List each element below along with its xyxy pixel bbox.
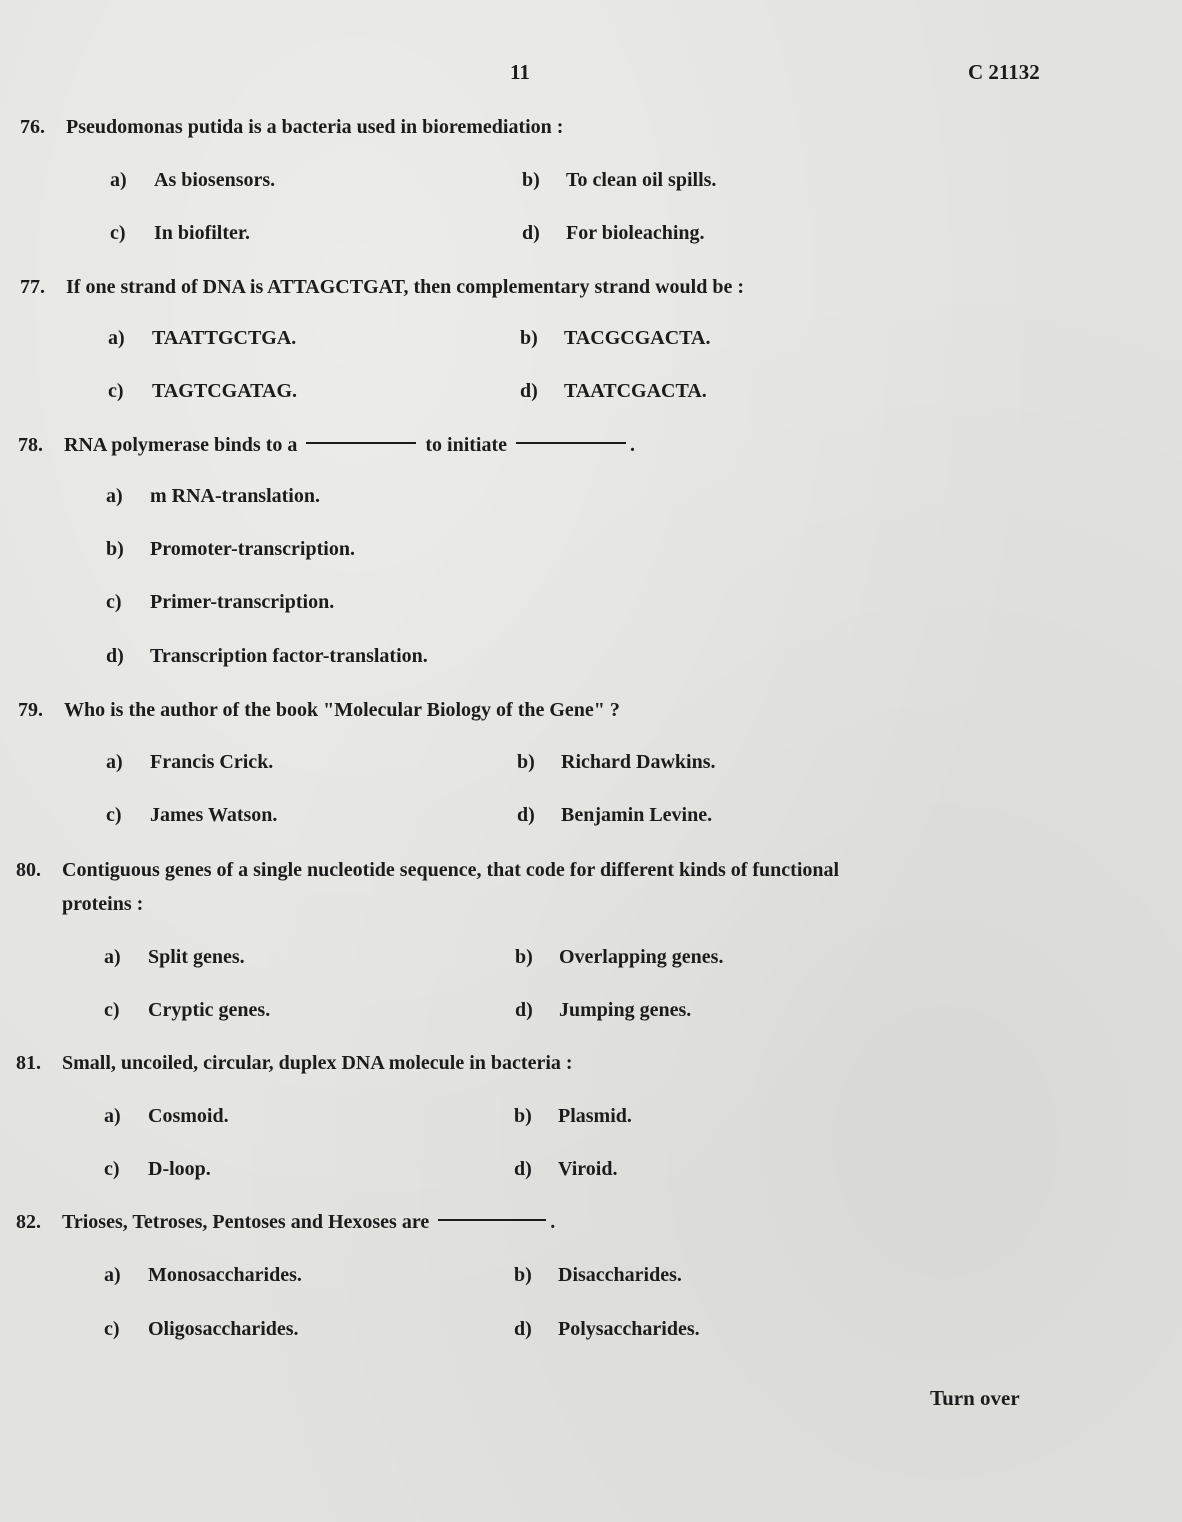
option-79-b [517, 748, 715, 776]
question-text-continued: proteins : [62, 893, 144, 915]
option-label: c) [106, 804, 122, 826]
option-label: d) [515, 999, 533, 1021]
fill-in-blank [516, 442, 626, 444]
option-text: As biosensors. [154, 169, 276, 191]
question-text: . [550, 1211, 556, 1233]
option-80-b [515, 943, 723, 971]
option-78-a [106, 482, 320, 510]
question-text: Who is the author of the book "Molecular Biology of the Gene" ? [64, 699, 620, 721]
option-text: Cosmoid. [148, 1105, 229, 1127]
option-text: Francis Crick. [150, 751, 274, 773]
option-76-a [110, 166, 275, 194]
option-77-b [520, 324, 710, 352]
option-text: In biofilter. [154, 222, 250, 244]
option-label: b) [515, 946, 533, 968]
fill-in-blank [438, 1219, 546, 1221]
option-text: Polysaccharides. [558, 1318, 700, 1340]
question-text: to initiate [425, 434, 508, 456]
option-text: Richard Dawkins. [561, 751, 716, 773]
option-label: a) [104, 946, 121, 968]
option-text: Primer-transcription. [150, 591, 335, 613]
option-label: c) [104, 1318, 120, 1340]
option-text: Split genes. [148, 946, 245, 968]
option-text: Promoter-transcription. [150, 538, 355, 560]
option-76-c [110, 219, 250, 247]
option-78-b [106, 535, 355, 563]
option-label: b) [514, 1105, 532, 1127]
option-text: Oligosaccharides. [148, 1318, 299, 1340]
option-text: TAATCGACTA. [564, 380, 707, 402]
question-text: Trioses, Tetroses, Pentoses and Hexoses are [62, 1211, 430, 1233]
option-82-b [514, 1261, 682, 1289]
question-number: 81. [16, 1052, 41, 1074]
option-text: To clean oil spills. [566, 169, 717, 191]
option-label: c) [110, 222, 126, 244]
option-text: Viroid. [558, 1158, 618, 1180]
question-77 [20, 270, 744, 304]
option-82-a [104, 1261, 302, 1289]
question-number: 79. [18, 699, 43, 721]
option-label: a) [110, 169, 127, 191]
option-label: a) [106, 485, 123, 507]
option-text: m RNA-translation. [150, 485, 320, 507]
option-label: b) [106, 538, 124, 560]
page-number: 11 [510, 60, 530, 84]
turn-over-note: Turn over [930, 1386, 1020, 1410]
question-number: 77. [20, 276, 45, 298]
option-label: d) [520, 380, 538, 402]
option-82-c [104, 1315, 299, 1343]
option-80-c [104, 996, 270, 1024]
option-76-b [522, 166, 716, 194]
option-text: Plasmid. [558, 1105, 632, 1127]
option-77-d [520, 377, 707, 405]
option-text: James Watson. [150, 804, 278, 826]
option-text: Monosaccharides. [148, 1264, 302, 1286]
question-text: Small, uncoiled, circular, duplex DNA molecule in bacteria : [62, 1052, 573, 1074]
option-label: d) [514, 1158, 532, 1180]
question-number: 82. [16, 1211, 41, 1233]
option-text: TAATTGCTGA. [152, 327, 297, 349]
question-text: RNA polymerase binds to a [64, 434, 298, 456]
option-label: d) [106, 645, 124, 667]
question-text: If one strand of DNA is ATTAGCTGAT, then complementary strand would be : [66, 276, 744, 298]
exam-code: C 21132 [968, 60, 1040, 84]
option-label: d) [514, 1318, 532, 1340]
option-label: d) [517, 804, 535, 826]
option-77-c [108, 377, 297, 405]
option-81-a [104, 1102, 229, 1130]
question-number: 78. [18, 434, 43, 456]
option-text: Jumping genes. [559, 999, 692, 1021]
question-text: Pseudomonas putida is a bacteria used in bioremediation : [66, 116, 564, 138]
option-text: Cryptic genes. [148, 999, 271, 1021]
option-80-a [104, 943, 245, 971]
option-label: d) [522, 222, 540, 244]
question-number: 80. [16, 859, 41, 881]
option-label: a) [104, 1264, 121, 1286]
question-82 [16, 1205, 555, 1239]
question-81 [16, 1046, 573, 1080]
option-79-a [106, 748, 273, 776]
option-label: b) [522, 169, 540, 191]
question-80 [16, 853, 1056, 921]
option-label: c) [104, 1158, 120, 1180]
option-label: a) [108, 327, 125, 349]
question-text: Contiguous genes of a single nucleotide sequence, that code for different kinds of functional [62, 859, 840, 881]
option-text: TACGCGACTA. [564, 327, 711, 349]
option-78-c [106, 588, 334, 616]
question-78 [18, 428, 635, 462]
question-76 [20, 110, 563, 144]
option-label: b) [514, 1264, 532, 1286]
option-78-d [106, 642, 428, 670]
option-text: TAGTCGATAG. [152, 380, 298, 402]
option-76-d [522, 219, 705, 247]
option-text: Disaccharides. [558, 1264, 682, 1286]
option-label: c) [106, 591, 122, 613]
question-text: . [630, 434, 636, 456]
option-label: c) [108, 380, 124, 402]
option-text: Transcription factor-translation. [150, 645, 428, 667]
option-label: b) [517, 751, 535, 773]
question-79 [18, 693, 620, 727]
option-label: c) [104, 999, 120, 1021]
option-81-d [514, 1155, 617, 1183]
option-label: a) [104, 1105, 121, 1127]
option-text: Overlapping genes. [559, 946, 724, 968]
option-81-b [514, 1102, 632, 1130]
question-number: 76. [20, 116, 45, 138]
option-text: D-loop. [148, 1158, 211, 1180]
option-79-c [106, 801, 277, 829]
fill-in-blank [306, 442, 416, 444]
option-text: Benjamin Levine. [561, 804, 713, 826]
option-81-c [104, 1155, 211, 1183]
option-text: For bioleaching. [566, 222, 705, 244]
option-label: a) [106, 751, 123, 773]
option-label: b) [520, 327, 538, 349]
option-80-d [515, 996, 691, 1024]
option-82-d [514, 1315, 700, 1343]
option-79-d [517, 801, 712, 829]
option-77-a [108, 324, 296, 352]
